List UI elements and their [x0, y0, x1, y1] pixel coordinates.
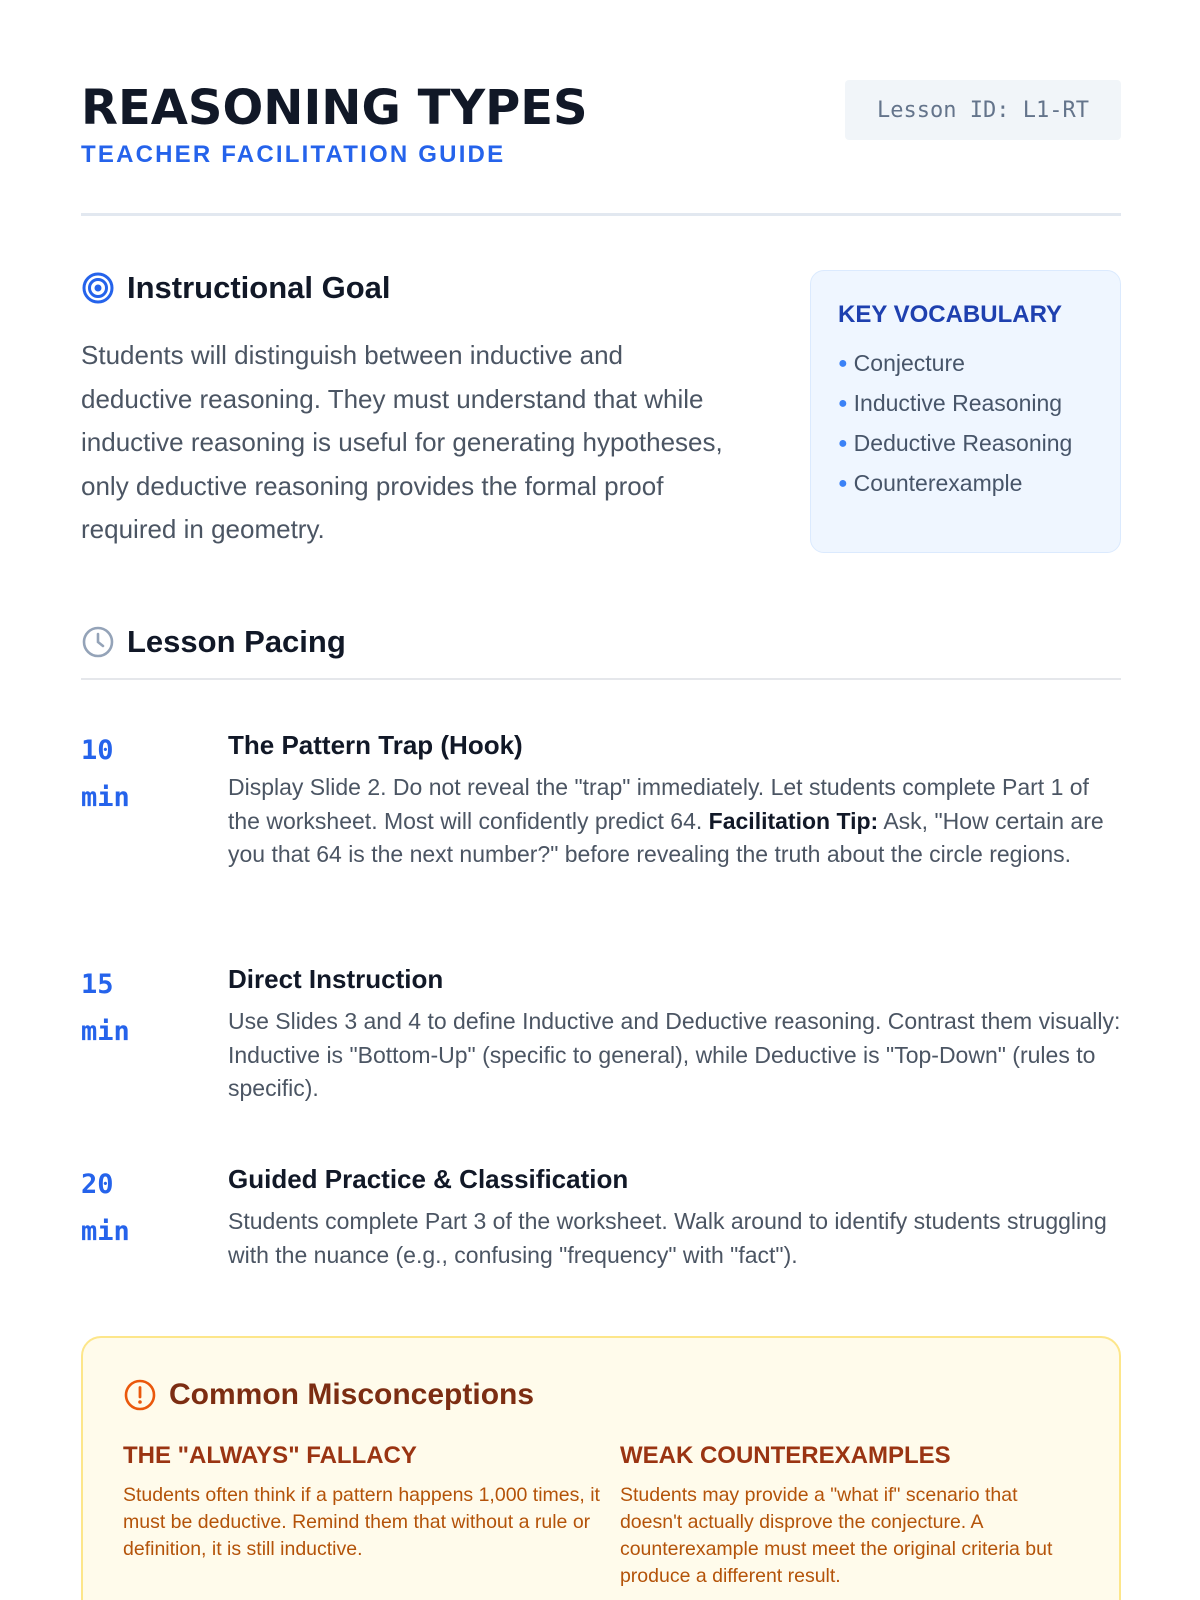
misconception-title: WEAK COUNTEREXAMPLES: [619, 1442, 951, 1469]
misconceptions-title: Common Misconceptions: [169, 1378, 535, 1411]
description-text: Ask, "How certain are you that 64 is the next number?" before revealing the truth about the circle regions.: [228, 807, 1104, 867]
misconception-item: [123, 1442, 620, 1590]
vocabulary-term: Deductive Reasoning: [853, 430, 1073, 456]
vocabulary-term: Inductive Reasoning: [853, 390, 1063, 416]
pacing-step-description: Students complete Part 3 of the worksheet. Walk around to identify students struggling with the nuance (e.g., confusing "frequency" with "fact").: [228, 1208, 1107, 1268]
goal-title: Instructional Goal: [127, 270, 391, 305]
pacing-body: [228, 1161, 1121, 1272]
page-subtitle: TEACHER FACILITATION GUIDE: [81, 141, 506, 168]
bullet-icon: ●: [838, 395, 848, 412]
pacing-duration: [81, 1161, 201, 1255]
vocabulary-item: [838, 463, 1093, 503]
pacing-body: [228, 727, 1121, 872]
target-icon: [81, 271, 115, 305]
duration-value: 15: [81, 969, 114, 1000]
pacing-duration: [81, 727, 201, 821]
page-title: REASONING TYPES: [81, 80, 588, 136]
lesson-id-badge: Lesson ID: L1-RT: [845, 80, 1121, 140]
bullet-icon: ●: [838, 355, 848, 372]
vocabulary-term: Conjecture: [853, 350, 965, 376]
common-misconceptions-card: [81, 1336, 1121, 1600]
misconceptions-columns: [123, 1442, 1079, 1590]
facilitation-guide-page: [81, 0, 1121, 1587]
instructional-goal-section: [81, 270, 741, 552]
vocabulary-item: [838, 423, 1093, 463]
duration-unit: min: [81, 1016, 130, 1047]
duration-value: 10: [81, 735, 114, 766]
misconception-text: Students may provide a "what if" scenario that doesn't actually disprove the conjecture. A counterexample must meet the original criteria but produce a different result.: [619, 1484, 1053, 1587]
clock-icon: [81, 625, 115, 659]
page-header: [81, 0, 1121, 216]
facilitation-tip-label: Facilitation Tip:: [708, 807, 879, 834]
lesson-pacing-section: [81, 624, 1121, 1268]
duration-value: 20: [81, 1169, 114, 1200]
pacing-step-description: [228, 771, 1121, 872]
vocabulary-term: Counterexample: [853, 470, 1023, 496]
misconceptions-heading: [123, 1378, 1079, 1412]
vocabulary-item: [838, 343, 1093, 383]
duration-unit: min: [81, 782, 130, 813]
alert-circle-icon: [123, 1378, 157, 1412]
pacing-step-description: Use Slides 3 and 4 to define Inductive and Deductive reasoning. Contrast them visually: Inductive is "Bottom-Up" (specific to general), while Deductive is "Top-Down" (rules to specific).: [228, 1008, 1121, 1101]
duration-unit: min: [81, 1216, 130, 1247]
pacing-duration: [81, 961, 201, 1055]
key-vocabulary-card: [810, 270, 1121, 553]
vocabulary-item: [838, 383, 1093, 423]
pacing-step-title: Direct Instruction: [228, 964, 444, 994]
description-text: Display Slide 2. Do not reveal the "trap" immediately. Let students complete Part 1 of the worksheet. Most will confidently predict 64.: [228, 774, 1089, 834]
pacing-title: Lesson Pacing: [127, 624, 346, 659]
goal-heading: [81, 270, 741, 306]
misconception-item: [620, 1442, 1079, 1590]
bullet-icon: ●: [838, 435, 848, 452]
pacing-step-title: Guided Practice & Classification: [228, 1164, 629, 1194]
misconception-title: THE "ALWAYS" FALLACY: [123, 1442, 417, 1469]
misconception-text: Students often think if a pattern happens 1,000 times, it must be deductive. Remind them that without a rule or definition, it is still inductive.: [123, 1484, 600, 1560]
pacing-body: [228, 961, 1121, 1106]
goal-text: Students will distinguish between inductive and deductive reasoning. They must understand that while inductive reasoning is useful for generating hypotheses, only deductive reasoning provides the formal proof required in geometry.: [81, 340, 723, 544]
bullet-icon: ●: [838, 475, 848, 492]
vocabulary-title: KEY VOCABULARY: [838, 301, 1063, 328]
pacing-step-title: The Pattern Trap (Hook): [228, 730, 523, 760]
pacing-heading: [81, 624, 1121, 680]
